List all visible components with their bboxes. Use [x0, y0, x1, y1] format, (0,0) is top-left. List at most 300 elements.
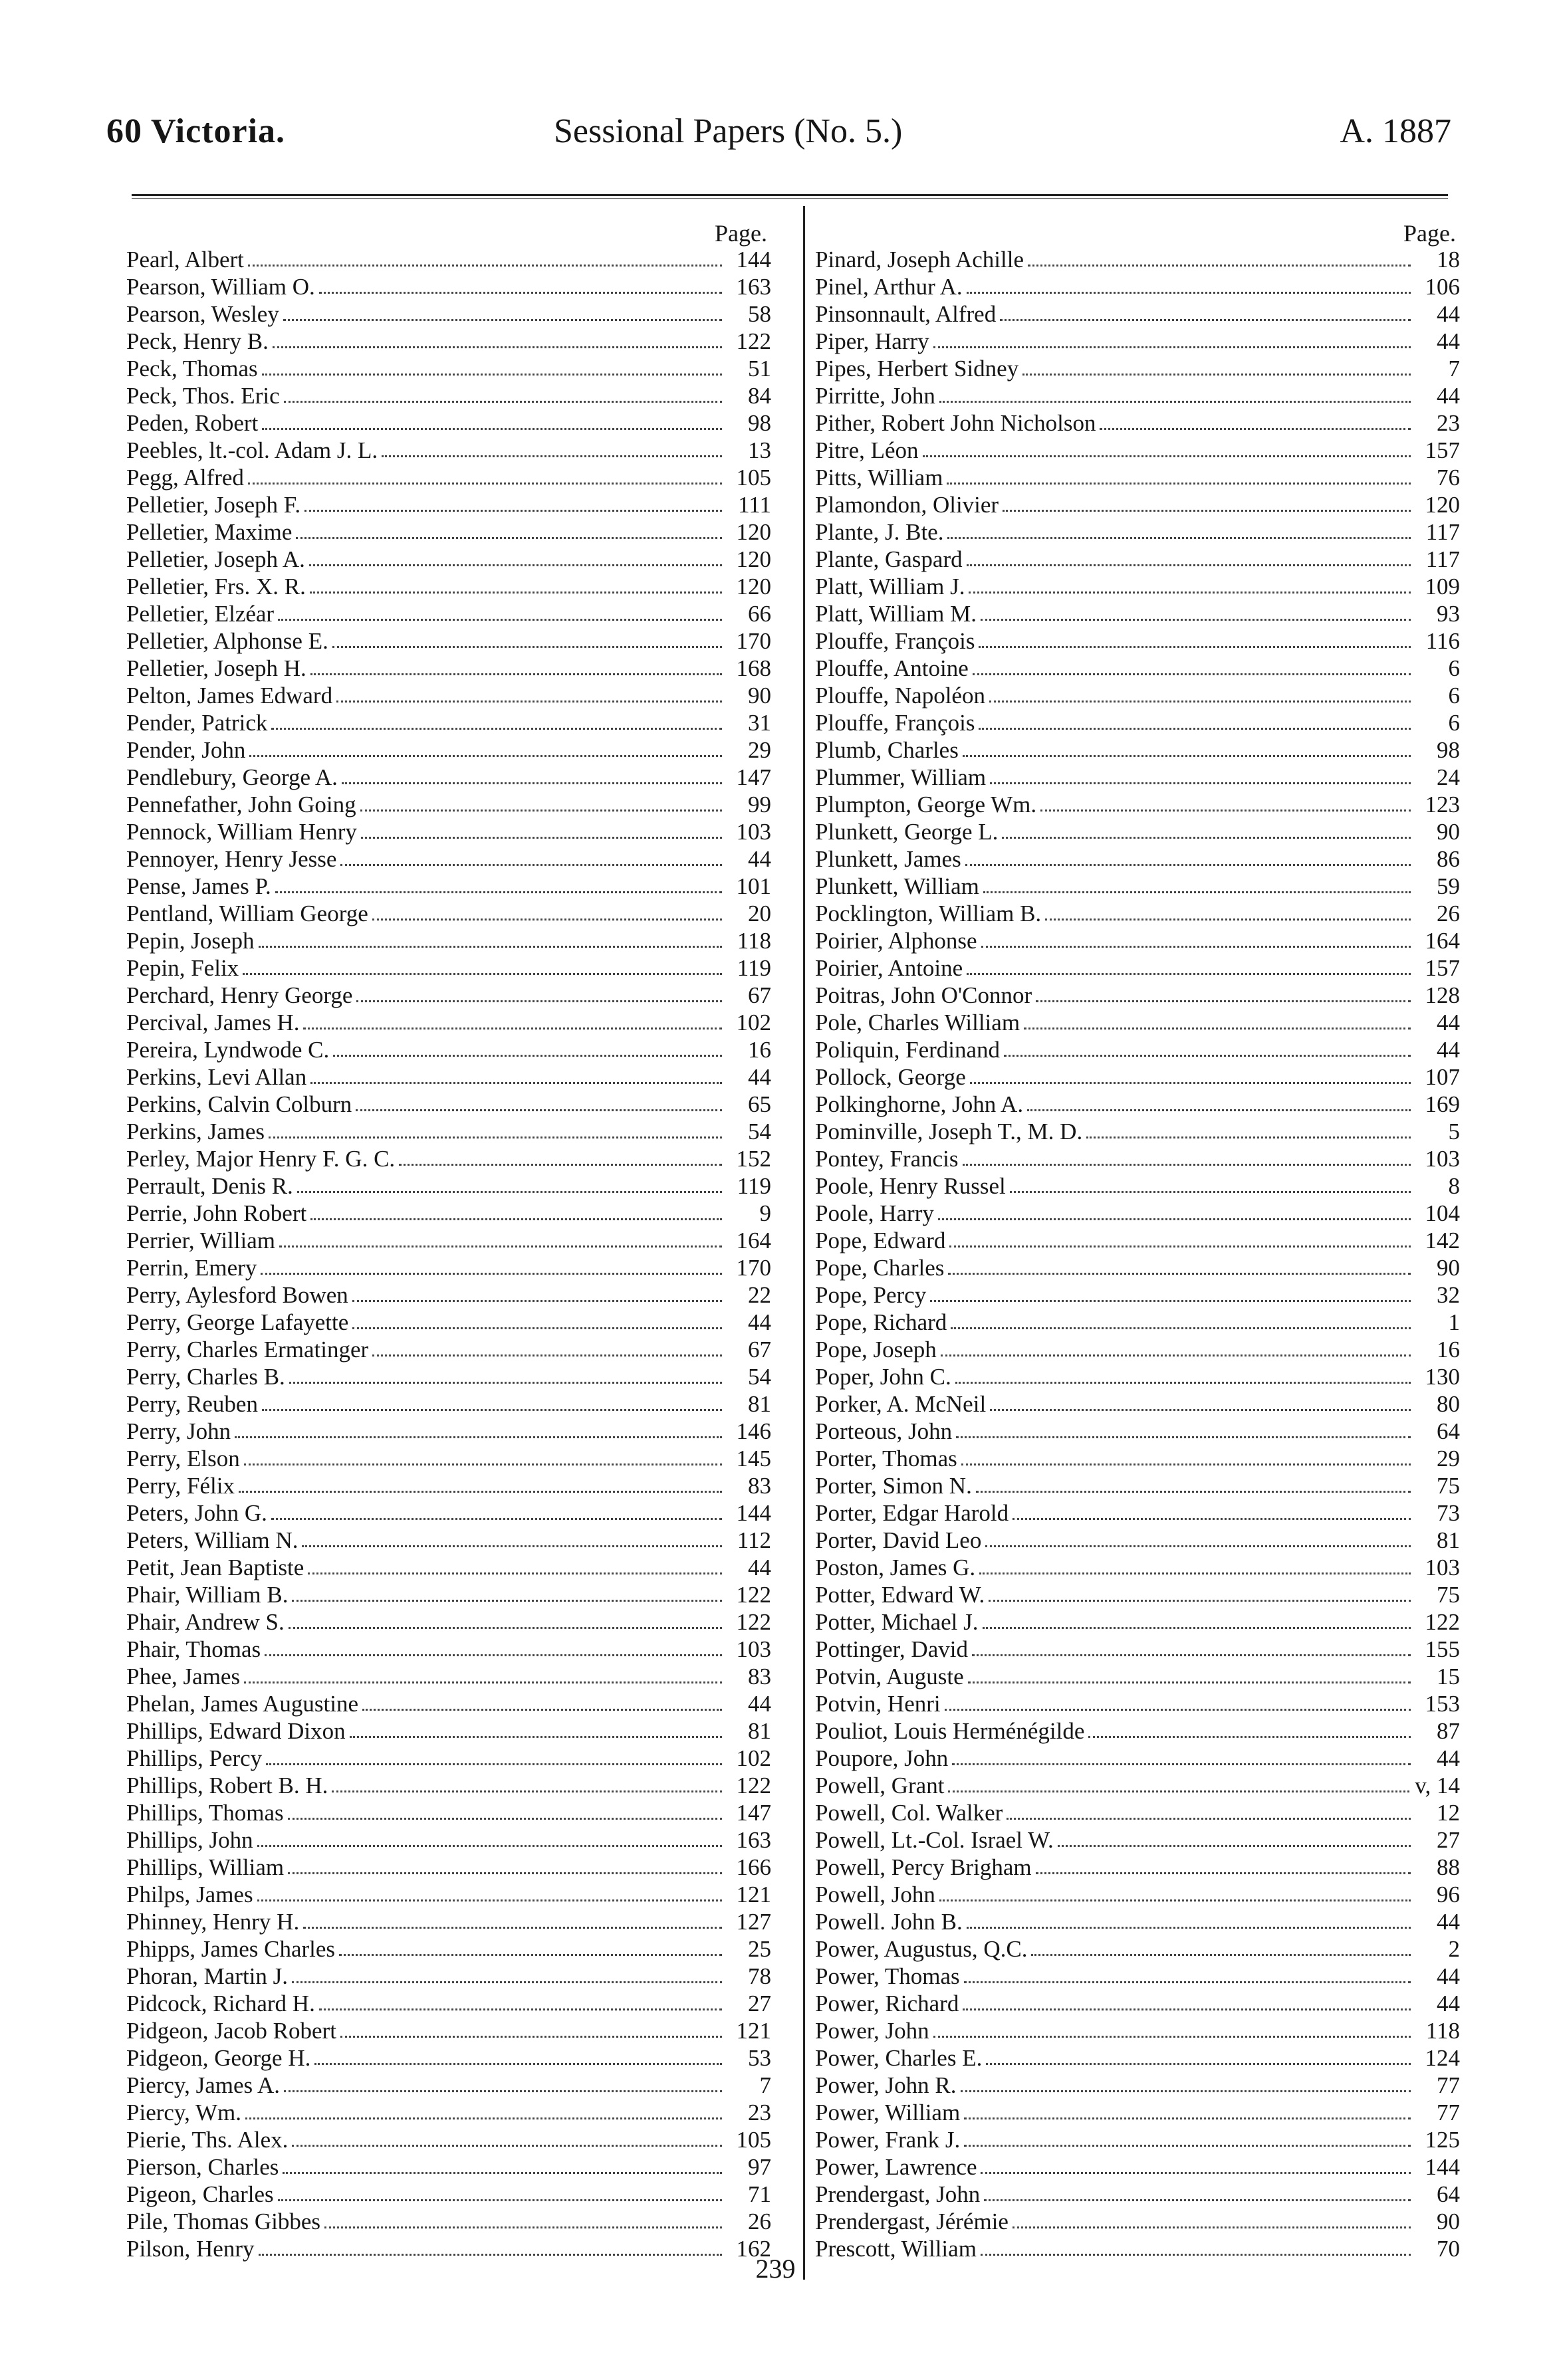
entry-page-number: 58 — [748, 301, 771, 327]
entry-page-number: 84 — [748, 383, 771, 409]
entry-name: Pelletier, Maxime — [126, 518, 296, 546]
entry-page-number: 116 — [1425, 628, 1460, 654]
entry-page-number: 166 — [736, 1854, 771, 1880]
entry-name: Poliquin, Ferdinand — [815, 1036, 1004, 1063]
entry-name: Polkinghorne, John A. — [815, 1091, 1027, 1118]
dot-leader — [976, 1491, 1411, 1493]
dot-leader — [279, 1245, 722, 1247]
index-entry — [815, 1608, 1460, 1636]
index-entry — [815, 2153, 1460, 2181]
entry-name: Phillips, Edward Dixon — [126, 1717, 350, 1745]
index-entry — [815, 246, 1460, 273]
index-column-right — [815, 219, 1460, 2262]
header-rule-thick — [132, 194, 1448, 196]
entry-name: Plumb, Charles — [815, 736, 963, 764]
entry-page-number: 98 — [748, 410, 771, 436]
dot-leader — [292, 1600, 722, 1602]
index-entry — [815, 273, 1460, 300]
entry-page-number: 75 — [1437, 1473, 1460, 1499]
index-entry — [815, 355, 1460, 382]
entry-name: Pegg, Alfred — [126, 464, 248, 491]
entry-name: Perry, Elson — [126, 1445, 244, 1472]
dot-leader — [356, 1109, 722, 1111]
entry-name: Perry, Félix — [126, 1472, 239, 1499]
dot-leader — [356, 1000, 722, 1002]
entry-page-number: 121 — [736, 1882, 771, 1907]
dot-leader — [302, 1545, 722, 1547]
index-entry — [815, 1390, 1460, 1418]
entry-page-number: 6 — [1448, 683, 1460, 708]
entry-name: Pierie, Ths. Alex. — [126, 2126, 292, 2153]
entry-name: Pender, John — [126, 736, 249, 764]
index-entry — [815, 791, 1460, 818]
index-entry — [815, 1091, 1460, 1118]
index-entry — [126, 1363, 771, 1390]
entry-page-number: 109 — [1425, 574, 1460, 599]
dot-leader — [372, 1354, 722, 1356]
header-rule-thin — [132, 198, 1448, 199]
entry-name: Pole, Charles William — [815, 1009, 1024, 1036]
index-entry — [815, 1990, 1460, 2017]
entry-name: Pope, Richard — [815, 1309, 951, 1336]
entry-page-number: 168 — [736, 655, 771, 681]
entry-name: Plamondon, Olivier — [815, 491, 1003, 518]
entry-name: Poupore, John — [815, 1745, 952, 1772]
entry-name: Phipps, James Charles — [126, 1935, 339, 1963]
entry-name: Pense, James P. — [126, 873, 275, 900]
index-entry — [126, 1745, 771, 1772]
entry-page-number: 29 — [1437, 1446, 1460, 1471]
entry-page-number: 103 — [1425, 1555, 1460, 1580]
dot-leader — [288, 1818, 722, 1820]
entry-page-number: 93 — [1437, 601, 1460, 627]
entry-page-number: 59 — [1437, 873, 1460, 899]
entry-name: Platt, William M. — [815, 600, 981, 627]
entry-name: Perkins, Calvin Colburn — [126, 1091, 356, 1118]
index-entry — [815, 1854, 1460, 1881]
entry-page-number: 90 — [1437, 819, 1460, 845]
entry-page-number: 144 — [1425, 2154, 1460, 2180]
dot-leader — [339, 1954, 722, 1956]
entry-name: Phee, James — [126, 1663, 244, 1690]
index-entry — [815, 328, 1460, 355]
dot-leader — [1013, 1518, 1411, 1520]
entry-page-number: 31 — [748, 710, 771, 736]
index-entry — [815, 1009, 1460, 1036]
index-entry — [126, 573, 771, 600]
dot-leader — [332, 1790, 722, 1792]
dot-leader — [981, 2172, 1411, 2174]
index-entry — [815, 1254, 1460, 1281]
entry-page-number: 53 — [748, 2045, 771, 2071]
entry-page-number: 5 — [1448, 1119, 1460, 1144]
entry-name: Piercy, James A. — [126, 2072, 284, 2099]
entry-page-number: 87 — [1437, 1718, 1460, 1744]
dot-leader — [979, 646, 1411, 648]
entry-page-number: 120 — [736, 546, 771, 572]
entry-name: Pennoyer, Henry Jesse — [126, 845, 340, 873]
entry-page-number: 90 — [1437, 2209, 1460, 2234]
entry-page-number: 90 — [1437, 1255, 1460, 1281]
entry-name: Pope, Percy — [815, 1281, 930, 1309]
entry-page-number: 144 — [736, 247, 771, 272]
dot-leader — [243, 973, 722, 975]
dot-leader — [1031, 1954, 1411, 1956]
dot-leader — [333, 1055, 722, 1057]
index-entry — [815, 573, 1460, 600]
dot-leader — [1086, 1136, 1411, 1138]
entry-page-number: 117 — [1425, 519, 1460, 545]
index-list-right — [815, 246, 1460, 2262]
dot-leader — [967, 973, 1411, 975]
index-column-left — [126, 219, 771, 2262]
dot-leader — [939, 401, 1411, 403]
index-entry — [815, 954, 1460, 982]
entry-page-number: 75 — [1437, 1582, 1460, 1608]
entry-name: Peters, William N. — [126, 1527, 302, 1554]
entry-name: Porteous, John — [815, 1418, 956, 1445]
entry-page-number: 71 — [748, 2181, 771, 2207]
entry-name: Porter, Thomas — [815, 1445, 961, 1472]
index-entry — [126, 818, 771, 845]
dot-leader — [951, 1327, 1411, 1329]
entry-page-number: 27 — [748, 1991, 771, 2016]
dot-leader — [278, 2199, 722, 2201]
entry-page-number: 98 — [1437, 737, 1460, 763]
entry-name: Pennefather, John Going — [126, 791, 360, 818]
entry-page-number: 144 — [736, 1500, 771, 1526]
index-entry — [126, 1009, 771, 1036]
entry-page-number: 9 — [759, 1200, 771, 1226]
index-entry — [126, 1935, 771, 1963]
index-entry — [126, 736, 771, 764]
index-entry — [126, 845, 771, 873]
dot-leader — [372, 919, 722, 920]
index-entry — [126, 2153, 771, 2181]
dot-leader — [1007, 1818, 1411, 1820]
entry-name: Powell, Lt.-Col. Israel W. — [815, 1826, 1058, 1854]
entry-name: Phillips, Percy — [126, 1745, 266, 1772]
index-entry — [126, 355, 771, 382]
index-entry — [815, 1581, 1460, 1608]
entry-page-number: 44 — [748, 1309, 771, 1335]
dot-leader — [262, 374, 722, 376]
dot-leader — [968, 1681, 1411, 1683]
entry-page-number: 147 — [736, 1800, 771, 1826]
dot-leader — [965, 864, 1411, 866]
index-entry — [815, 409, 1460, 437]
index-entry — [126, 954, 771, 982]
column-divider — [803, 206, 805, 2280]
entry-page-number: 15 — [1437, 1664, 1460, 1689]
index-entry — [126, 1854, 771, 1881]
entry-name: Pepin, Joseph — [126, 927, 259, 954]
dot-leader — [1003, 510, 1411, 512]
index-entry — [126, 1799, 771, 1826]
entry-name: Phoran, Martin J. — [126, 1963, 292, 1990]
dot-leader — [283, 319, 722, 321]
index-entry — [815, 1799, 1460, 1826]
index-entry — [815, 736, 1460, 764]
entry-name: Piper, Harry — [815, 328, 933, 355]
index-entry — [815, 2126, 1460, 2153]
index-entry — [126, 2099, 771, 2126]
entry-name: Powell, Col. Walker — [815, 1799, 1007, 1826]
entry-name: Peden, Robert — [126, 409, 262, 437]
dot-leader — [248, 265, 722, 267]
index-entry — [815, 2181, 1460, 2208]
entry-page-number: 119 — [737, 955, 771, 981]
entry-name: Porter, David Leo — [815, 1527, 985, 1554]
index-list-left — [126, 246, 771, 2262]
dot-leader — [952, 1763, 1411, 1765]
dot-leader — [1036, 1872, 1411, 1874]
index-entry — [815, 682, 1460, 709]
entry-page-number: 44 — [1437, 328, 1460, 354]
entry-page-number: 103 — [736, 819, 771, 845]
entry-page-number: 169 — [1425, 1091, 1460, 1117]
entry-page-number: 67 — [748, 982, 771, 1008]
entry-page-number: 44 — [1437, 383, 1460, 409]
entry-name: Potter, Edward W. — [815, 1581, 989, 1608]
entry-page-number: 120 — [736, 574, 771, 599]
entry-name: Pitts, William — [815, 464, 947, 491]
index-entry — [815, 2099, 1460, 2126]
entry-name: Perrie, John Robert — [126, 1200, 310, 1227]
dot-leader — [310, 1082, 722, 1084]
index-entry — [815, 818, 1460, 845]
index-entry — [126, 1254, 771, 1281]
entry-page-number: 90 — [748, 683, 771, 708]
index-entry — [126, 791, 771, 818]
dot-leader — [361, 837, 722, 839]
dot-leader — [969, 592, 1411, 594]
entry-page-number: 157 — [1425, 437, 1460, 463]
entry-name: Power, Charles E. — [815, 2044, 986, 2072]
entry-page-number: 80 — [1437, 1391, 1460, 1417]
index-entry — [815, 1690, 1460, 1717]
entry-page-number: 44 — [748, 1691, 771, 1717]
entry-page-number: 125 — [1425, 2127, 1460, 2153]
index-entry — [126, 246, 771, 273]
entry-page-number: 119 — [737, 1173, 771, 1199]
entry-name: Pottinger, David — [815, 1636, 972, 1663]
entry-name: Prendergast, John — [815, 2181, 984, 2208]
entry-name: Poirier, Alphonse — [815, 927, 981, 954]
dot-leader — [271, 728, 722, 730]
index-entry — [126, 1990, 771, 2017]
dot-leader — [278, 619, 722, 621]
entry-name: Phillips, Robert B. H. — [126, 1772, 332, 1799]
entry-page-number: 122 — [1425, 1609, 1460, 1635]
page-column-label: Page. — [1403, 220, 1456, 247]
index-entry — [126, 1145, 771, 1172]
entry-page-number: 18 — [1437, 247, 1460, 272]
index-entry — [126, 1826, 771, 1854]
index-entry — [815, 1063, 1460, 1091]
entry-name: Plouffe, François — [815, 627, 979, 655]
entry-name: Power, Thomas — [815, 1963, 964, 1990]
dot-leader — [947, 483, 1411, 485]
entry-name: Power, Richard — [815, 1990, 963, 2017]
index-entry — [126, 1418, 771, 1445]
entry-name: Perchard, Henry George — [126, 982, 356, 1009]
entry-name: Prendergast, Jérémie — [815, 2208, 1013, 2235]
entry-name: Plumpton, George Wm. — [815, 791, 1040, 818]
dot-leader — [303, 1927, 722, 1929]
entry-page-number: 64 — [1437, 2181, 1460, 2207]
index-entry — [126, 1963, 771, 1990]
index-entry — [815, 1935, 1460, 1963]
entry-name: Pidgeon, Jacob Robert — [126, 2017, 340, 2044]
dot-leader — [235, 1436, 722, 1438]
entry-page-number: 99 — [748, 792, 771, 817]
entry-name: Pope, Charles — [815, 1254, 948, 1281]
index-entry — [126, 1281, 771, 1309]
index-entry — [126, 1200, 771, 1227]
index-entry — [815, 1499, 1460, 1527]
entry-page-number: 8 — [1448, 1173, 1460, 1199]
index-entry — [126, 1690, 771, 1717]
dot-leader — [297, 1191, 722, 1193]
dot-leader — [1036, 1000, 1411, 1002]
index-entry — [126, 1227, 771, 1254]
dot-leader — [269, 1136, 722, 1138]
dot-leader — [310, 1218, 722, 1220]
dot-leader — [248, 483, 722, 485]
entry-page-number: 102 — [736, 1745, 771, 1771]
entry-page-number: 127 — [736, 1909, 771, 1935]
entry-page-number: 44 — [748, 846, 771, 872]
entry-page-number: 51 — [748, 356, 771, 381]
entry-page-number: 13 — [748, 437, 771, 463]
dot-leader — [244, 1681, 722, 1683]
dot-leader — [948, 1790, 1409, 1792]
entry-name: Plante, J. Bte. — [815, 518, 947, 546]
entry-name: Porter, Simon N. — [815, 1472, 976, 1499]
entry-page-number: 1 — [1448, 1309, 1460, 1335]
index-entry — [815, 655, 1460, 682]
dot-leader — [303, 1028, 722, 1029]
dot-leader — [1024, 1028, 1411, 1029]
index-entry — [126, 1390, 771, 1418]
dot-leader — [956, 1436, 1411, 1438]
entry-name: Pilson, Henry — [126, 2235, 259, 2262]
index-entry — [815, 2072, 1460, 2099]
entry-name: Poole, Harry — [815, 1200, 938, 1227]
header-annum: A. 1887 — [1340, 112, 1451, 150]
dot-leader — [257, 1845, 722, 1847]
dot-leader — [972, 1654, 1411, 1656]
index-entry — [126, 1036, 771, 1063]
entry-name: Perry, Charles Ermatinger — [126, 1336, 372, 1363]
entry-name: Powell, Grant — [815, 1772, 948, 1799]
index-entry — [815, 1472, 1460, 1499]
index-entry — [815, 845, 1460, 873]
entry-name: Pelletier, Elzéar — [126, 600, 278, 627]
index-entry — [815, 1663, 1460, 1690]
entry-page-number: 147 — [736, 764, 771, 790]
dot-leader — [990, 782, 1411, 784]
entry-name: Poston, James G. — [815, 1554, 979, 1581]
entry-name: Plouffe, Antoine — [815, 655, 973, 682]
entry-page-number: 107 — [1425, 1064, 1460, 1090]
index-entry — [126, 927, 771, 954]
index-entry — [126, 1608, 771, 1636]
dot-leader — [399, 1164, 722, 1166]
index-entry — [126, 546, 771, 573]
index-entry — [815, 764, 1460, 791]
index-entry — [126, 437, 771, 464]
dot-leader — [990, 1409, 1411, 1411]
dot-leader — [984, 2199, 1411, 2201]
dot-leader — [289, 1382, 722, 1384]
index-entry — [126, 1772, 771, 1799]
dot-leader — [963, 2008, 1411, 2010]
entry-name: Pentland, William George — [126, 900, 372, 927]
entry-name: Power, Frank J. — [815, 2126, 964, 2153]
entry-page-number: 32 — [1437, 1282, 1460, 1308]
dot-leader — [265, 1654, 722, 1656]
index-entry — [815, 1745, 1460, 1772]
entry-page-number: 44 — [1437, 301, 1460, 327]
index-entry — [126, 491, 771, 518]
entry-page-number: 97 — [748, 2154, 771, 2180]
entry-page-number: 122 — [736, 1582, 771, 1608]
entry-page-number: 64 — [1437, 1418, 1460, 1444]
entry-page-number: 44 — [1437, 1963, 1460, 1989]
index-entry — [126, 1527, 771, 1554]
dot-leader — [245, 2117, 722, 2119]
entry-page-number: 6 — [1448, 655, 1460, 681]
dot-leader — [1002, 837, 1411, 839]
index-entry — [815, 382, 1460, 409]
index-entry — [126, 409, 771, 437]
index-entry — [126, 300, 771, 328]
entry-name: Pelton, James Edward — [126, 682, 336, 709]
dot-leader — [979, 1572, 1411, 1574]
entry-name: Perry, Reuben — [126, 1390, 262, 1418]
dot-leader — [309, 564, 722, 566]
index-entry — [126, 1336, 771, 1363]
dot-leader — [310, 592, 722, 594]
index-entry — [815, 1908, 1460, 1935]
index-entry — [815, 1826, 1460, 1854]
index-entry — [126, 1581, 771, 1608]
dot-leader — [244, 1463, 722, 1465]
entry-page-number: 101 — [736, 873, 771, 899]
dot-leader — [933, 346, 1411, 348]
entry-name: Perkins, James — [126, 1118, 269, 1145]
index-entry — [815, 1172, 1460, 1200]
entry-page-number: 118 — [737, 928, 771, 954]
entry-name: Pidcock, Richard H. — [126, 1990, 319, 2017]
entry-page-number: 124 — [1425, 2045, 1460, 2071]
index-entry — [126, 1663, 771, 1690]
dot-leader — [1013, 2226, 1411, 2228]
entry-page-number: 83 — [748, 1664, 771, 1689]
index-entry — [126, 1172, 771, 1200]
dot-leader — [985, 1545, 1411, 1547]
dot-leader — [933, 2036, 1411, 2038]
dot-leader — [350, 1736, 722, 1738]
index-entry — [126, 273, 771, 300]
page-number: 239 — [755, 2254, 796, 2284]
entry-name: Pither, Robert John Nicholson — [815, 409, 1100, 437]
index-entry — [815, 1118, 1460, 1145]
entry-page-number: 103 — [1425, 1146, 1460, 1172]
entry-page-number: 103 — [736, 1636, 771, 1662]
